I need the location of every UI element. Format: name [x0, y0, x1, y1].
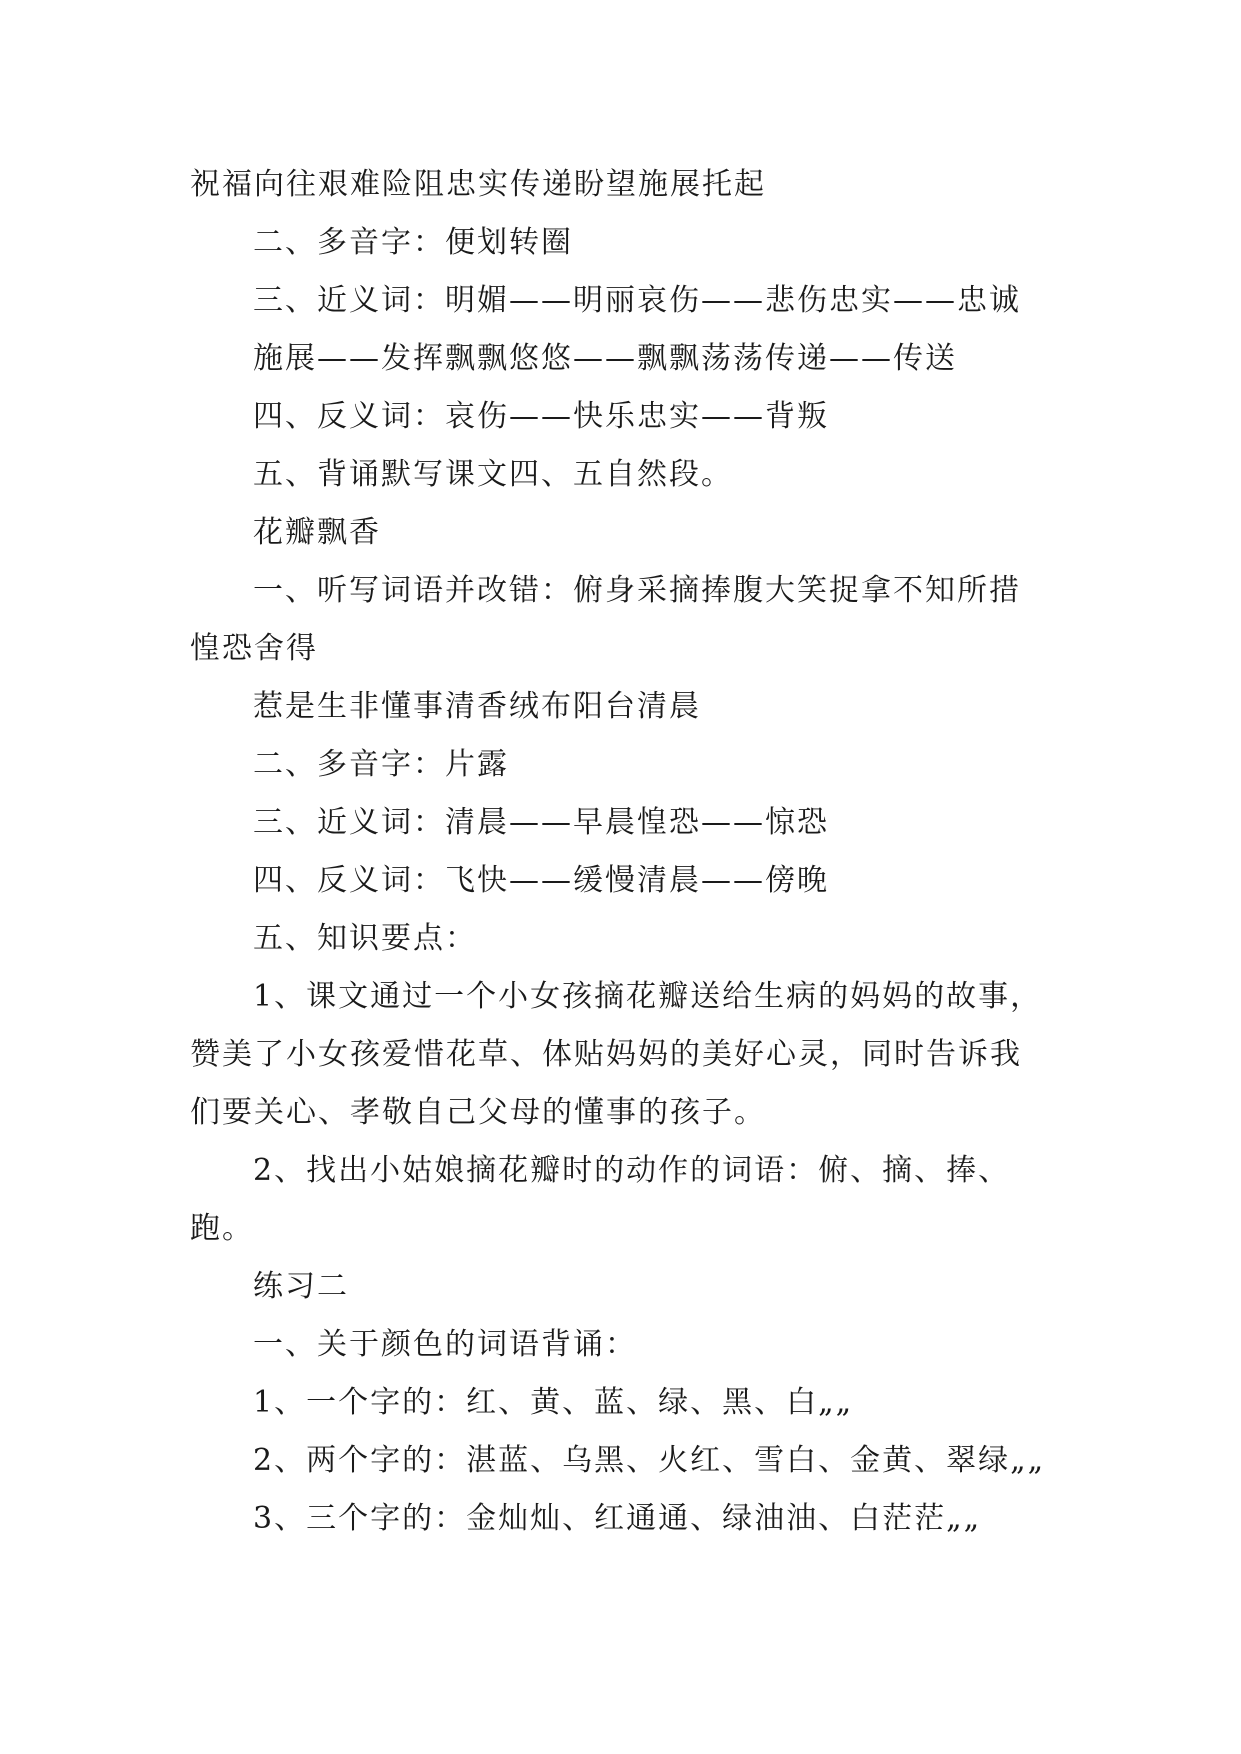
text-line: 惶恐舍得 — [190, 631, 318, 666]
text-line: 3、三个字的：金灿灿、红通通、绿油油、白茫茫„„ — [253, 1501, 982, 1536]
text-line: 四、反义词：飞快——缓慢清晨——傍晚 — [253, 863, 829, 898]
text-line: 1、课文通过一个小女孩摘花瓣送给生病的妈妈的故事， — [253, 979, 1043, 1014]
text-line: 赞美了小女孩爱惜花草、体贴妈妈的美好心灵，同时告诉我 — [190, 1037, 1022, 1072]
text-line: 2、两个字的：湛蓝、乌黑、火红、雪白、金黄、翠绿„„ — [253, 1443, 1046, 1478]
text-line: 们要关心、孝敬自己父母的懂事的孩子。 — [190, 1095, 766, 1130]
text-line: 二、多音字：片露 — [253, 747, 509, 782]
text-line: 三、近义词：清晨——早晨惶恐——惊恐 — [253, 805, 829, 840]
text-line: 四、反义词：哀伤——快乐忠实——背叛 — [253, 399, 829, 434]
text-line: 五、知识要点： — [253, 921, 477, 956]
text-line: 惹是生非懂事清香绒布阳台清晨 — [253, 689, 701, 724]
text-line: 五、背诵默写课文四、五自然段。 — [253, 457, 733, 492]
text-line: 1、一个字的：红、黄、蓝、绿、黑、白„„ — [253, 1385, 854, 1420]
text-line: 2、找出小姑娘摘花瓣时的动作的词语：俯、摘、捧、 — [253, 1153, 1011, 1188]
text-line: 一、关于颜色的词语背诵： — [253, 1327, 637, 1362]
text-line: 三、近义词：明媚——明丽哀伤——悲伤忠实——忠诚 — [253, 283, 1021, 318]
text-line: 跑。 — [190, 1211, 254, 1246]
section-title: 练习二 — [253, 1269, 349, 1304]
section-title: 花瓣飘香 — [253, 515, 381, 550]
text-line: 施展——发挥飘飘悠悠——飘飘荡荡传递——传送 — [253, 341, 957, 376]
document-body — [190, 156, 1055, 1548]
text-line: 一、听写词语并改错：俯身采摘捧腹大笑捉拿不知所措 — [253, 573, 1021, 608]
text-line: 二、多音字：便划转圈 — [253, 225, 573, 260]
text-line: 祝福向往艰难险阻忠实传递盼望施展托起 — [190, 167, 766, 202]
